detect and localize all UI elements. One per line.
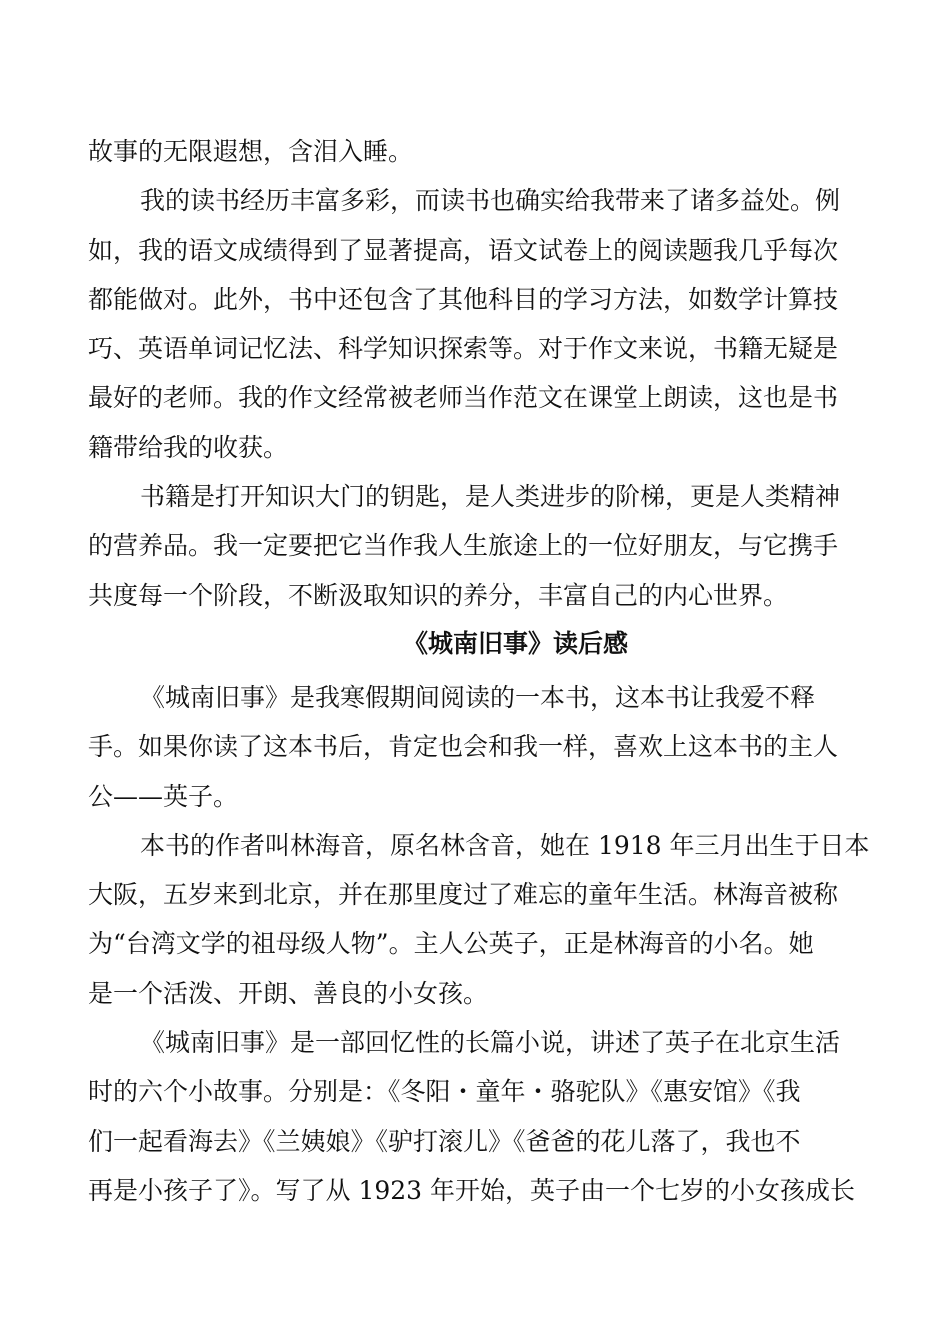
- paragraph-line: 《城南旧事》是我寒假期间阅读的一本书，这本书让我爱不释: [140, 683, 816, 712]
- paragraph-line: 我的读书经历丰富多彩，而读书也确实给我带来了诸多益处。例: [140, 186, 841, 216]
- paragraph-line: 都能做对。此外，书中还包含了其他科目的学习方法，如数学计算技: [88, 284, 839, 314]
- paragraph-line: 籍带给我的收获。: [88, 432, 289, 462]
- paragraph-line: 《城南旧事》是一部回忆性的长篇小说，讲述了英子在北京生活: [140, 1028, 841, 1058]
- paragraph-line: 公——英子。: [88, 781, 239, 811]
- paragraph-line: 如，我的语文成绩得到了显著提高，语文试卷上的阅读题我几乎每次: [88, 235, 839, 265]
- paragraph-line: 故事的无限遐想，含泪入睡。: [88, 137, 414, 166]
- essay-continuation: [88, 127, 863, 620]
- paragraph-line: 巧、英语单词记忆法、科学知识探索等。对于作文来说，书籍无疑是: [88, 334, 839, 364]
- paragraph-line: 本书的作者叫林海音，原名林含音，她在 1918 年三月出生于日本: [140, 830, 870, 860]
- paragraph-line: 再是小孩子了》。写了从 1923 年开始，英子由一个七岁的小女孩成长: [88, 1175, 856, 1205]
- paragraph-line: 大阪，五岁来到北京，并在那里度过了难忘的童年生活。林海音被称: [88, 880, 839, 910]
- review-body: [88, 673, 870, 1215]
- paragraph-line: 书籍是打开知识大门的钥匙，是人类进步的阶梯，更是人类精神: [140, 482, 841, 512]
- paragraph-line: 为“台湾文学的祖母级人物”。主人公英子，正是林海音的小名。她: [88, 929, 814, 959]
- section-title: 《城南旧事》读后感: [402, 629, 628, 658]
- paragraph-line: 最好的老师。我的作文经常被老师当作范文在课堂上朗读，这也是书: [88, 383, 839, 413]
- paragraph-line: 是一个活泼、开朗、善良的小女孩。: [88, 978, 489, 1008]
- paragraph-line: 时的六个小故事。分别是：《冬阳・童年・骆驼队》《惠安馆》《我: [88, 1077, 801, 1107]
- paragraph-line: 共度每一个阶段，不断汲取知识的养分，丰富自己的内心世界。: [88, 580, 789, 610]
- paragraph-line: 的营养品。我一定要把它当作我人生旅途上的一位好朋友，与它携手: [88, 531, 839, 561]
- paragraph-line: 手。如果你读了这本书后，肯定也会和我一样，喜欢上这本书的主人: [88, 732, 839, 762]
- paragraph-line: 们一起看海去》《兰姨娘》《驴打滚儿》《爸爸的花儿落了，我也不: [88, 1126, 801, 1156]
